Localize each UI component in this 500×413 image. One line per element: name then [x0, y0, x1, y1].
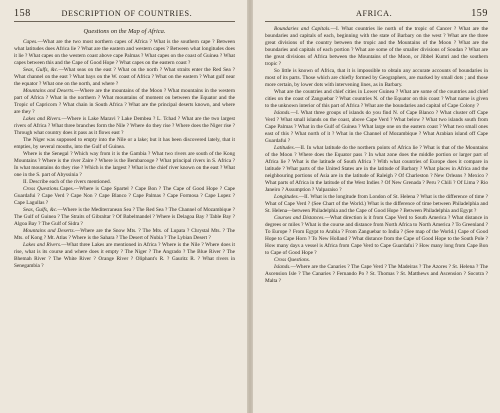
- paragraph-lead: Courses and Distances.: [274, 215, 325, 221]
- paragraph-text: —II. What is the longitude from London of St. Helena ? What is the difference of time ? What of Cape Verd ? (See Chart of the World.) What is the difference of time between Philadelphia and St. Helena—between Philadelphia and the Cape of Good Hope ? Between Philadelphia and Egypt ?: [265, 194, 488, 214]
- paragraph-lead: Lakes and Rivers.: [23, 116, 62, 122]
- paragraph-lead: Cross Questions.: [274, 257, 311, 263]
- right-page: [253, 0, 500, 413]
- right-running-head: [265, 8, 488, 22]
- paragraph: [265, 194, 488, 215]
- paragraph-text: —What seas on the east ? What on the north ? What straits enter the Red Sea ? What channel on the east ? What bays on the W. coast of Africa ? What on the eastern ? What gulf near the equator ? What one on the north, and where ?: [14, 67, 235, 87]
- left-page-body: [14, 39, 235, 270]
- paragraph-lead: Cross Questions.: [23, 186, 60, 192]
- paragraph: [265, 145, 488, 194]
- paragraph-lead: Seas, Gulfs, &c.: [23, 207, 58, 213]
- paragraph-text: —II. In what latitude do the northern points of Africa lie ? What is that of the Mountains of the Moon ? Where does the Equator pass ? In what zone does the middle portion or larger part of Africa lie ? What is the latitude of South Africa ? With what countries of Europe does it compare in latitude ? What parts of the United States are in the latitude of Barbary ? What places in Africa and the neighbouring portions of Asia are in the latitude of Raleigh ? Of Charleston ? New Orleans ? Mexico ? What parts of Africa in the latitude of the West Indies ? Of New Grenada ? Peru ? Chili ? Of Lima ? Rio Janeiro ? Assumption ? Valparaiso ?: [265, 145, 488, 193]
- paragraph: [14, 242, 235, 270]
- left-page-number: 158: [14, 8, 31, 19]
- paragraph: [14, 67, 235, 88]
- paragraph: [14, 228, 235, 242]
- paragraph-text: II. Describe each of the rivers mentioned.: [23, 179, 111, 185]
- right-page-body: [265, 26, 488, 285]
- paragraph-lead: Mountains and Deserts.: [23, 88, 75, 94]
- paragraph: [265, 89, 488, 110]
- paragraph: [265, 215, 488, 257]
- paragraph: [14, 39, 235, 67]
- right-running-title: AFRICA.: [355, 9, 393, 18]
- paragraph: [14, 207, 235, 228]
- paragraph-text: —What three Lakes are mentioned in Africa ? Where is the Nile ? Where does it rise, what is its course and where does it empty ? The Niger ? The Angrado ? The Blue River ? The Bhemah River ? The White River ? Orange River ? Oliphant's R. ? Gauritz R. ? What rivers in Senegambia ?: [14, 242, 235, 269]
- paragraph-lead: Seas, Gulfs, &c.: [23, 67, 59, 73]
- paragraph-lead: Longitudes.: [274, 194, 299, 200]
- paragraph-text: So little is known of Africa, that it is impossible to obtain any accurate accounts of boundaries in most of its parts. Those which are chiefly formed by Geographers, are marked by small dots ; and those more certain, by lower dots with intervening lines, as in Barbary.: [265, 68, 488, 88]
- paragraph-text: —Where are the Canaries ? The Cape Verd ? The Madeiras ? The Azores ? St. Helena ? The Ascension Isle ? The Canaries ? Fernando Po ? St. Thomas ? St. Matthews and Ascension ? Socotra ? Malta ?: [265, 264, 488, 284]
- paragraph-text: —Where is the Mediterranean Sea ? The Red Sea ? The Channel of Mozambique ? The Gulf of Guinea ? The Straits of Gibraltar ? Of Babelmandel ? Where is Delagoa Bay ? Table Bay ? Algoa Bay ? The Gulf of Sidra ?: [14, 207, 235, 227]
- paragraph-text: —Where are the mountains of the Moon ? What mountains in the western part of Africa ? What in the northern ? What mountains of moment on between the Equator and the Tropic of Capricorn ? What chain in South Africa ? What are the principal deserts known, and where are they ?: [14, 88, 235, 115]
- paragraph-text: —Where are the Snow Mts. ? The Mts. of Lupata ? Chrystal Mts. ? The Mts. of Kong ? Mt. Atlas ? Where is the Sahara ? The Desert of Nubia ? The Lybian Desert ?: [14, 228, 236, 241]
- paragraph-text: —What direction is it from Cape Verd to South America ? What distance in degrees or miles ? What is the course and distance from North Africa to North America ? To Greenland ? To Europe ? From Egypt to Arabia ? From Zanguebar to India ? (See map of the World.) Cape of Good Hope to Cape Horn ? To New Holland ? What distance from the Cape of Good Hope to the South Pole ? How many days a vessel is Africa from Cape Verd to Cape Guardafui ? How many long from Cape Bon to Cape of Good Hope ?: [265, 215, 488, 256]
- section-title: Questions on the Map of Africa.: [83, 28, 166, 35]
- paragraph: [265, 264, 488, 285]
- paragraph-text: The Niger was supposed to empty into the Nile or a lake; but it has been discovered lately, that it empties, by several mouths, into the Gulf of Guinea.: [14, 137, 235, 150]
- paragraph-text: What are the countries and chief cities in Lower Guinea ? What are some of the countries and chief cities on the coast of Zanguebar ? What countries N. of the Equator on this coast ? What name is given to the unknown interior of this part of Africa ? What are the boundaries and capital of Cape Colony ?: [265, 89, 488, 109]
- left-page: [0, 0, 247, 413]
- paragraph: [265, 110, 488, 145]
- paragraph: [265, 68, 488, 89]
- paragraph: [14, 137, 235, 151]
- paragraph-lead: Islands.: [274, 110, 291, 116]
- paragraph: [14, 151, 235, 179]
- paragraph-text: Where is the Senegal ? Which way from it is the Gambia ? What two rivers are south of the Kong Mountains ? Where is the river Zaire ? Where is the Bembarooge ? What principal rivers in S. Africa ? In what mountains do they rise ? Which is the largest ? What is the chief river known on the east ? What one in the S. part of Abyssinia ?: [14, 151, 235, 178]
- paragraph: [265, 257, 488, 264]
- paragraph-lead: Boundaries and Capitals.: [274, 26, 331, 32]
- paragraph: [14, 88, 235, 116]
- paragraph-text: —I. What three groups of islands do you find N. of Cape Blanco ? What cluster off Cape Verd ? What small islands on the coast, above Cape Verd ? What below ? What two islands south from Cape Palmas ? What in the Gulf of Guinea ? What large one on the eastern coast ? What two small ones east of this ? What north of it ? What in the Channel of Mozambique ? What Arabian island off Cape Guardafui ?: [265, 110, 488, 144]
- paragraph: [14, 179, 235, 186]
- paragraph: [14, 116, 235, 137]
- paragraph-lead: Mountains and Deserts.: [23, 228, 75, 234]
- paragraph-lead: Latitudes.: [274, 145, 296, 151]
- left-running-head: [14, 8, 235, 22]
- paragraph-lead: Islands.: [274, 264, 291, 270]
- right-page-number: 159: [471, 8, 488, 19]
- paragraph-lead: Capes.: [23, 39, 38, 45]
- paragraph-text: Capes.—Where is Cape Spartel ? Cape Bon ? The Cape of Good Hope ? Cape Guardafui ? Cape Verd ? Cape Non ? Cape Blanco ? Cape Palmas ? Cape Formosa ? Cape Lopez ? Cape Lagullas ?: [14, 186, 236, 206]
- paragraph-text: —Where is Lake Maravi ? Lake Dembea ? L. Tchad ? What are the two largest rivers of Africa ? What three branches form the Nile ? Where do they rise ? Where does the Niger rise ? Through what country does it pass as it flows east ?: [14, 116, 235, 136]
- paragraph-text: —I. What countries lie north of the tropic of Cancer ? What are the boundaries and capitals of each, beginning with the state of Barbary on the west ? What are the three great divisions of the country between the tropic and the Mountains of the Moon ? What are the boundaries and capitals of each portion ? What are some of the smaller divisions of Soudan ? What are the great divisions of Africa between the Mountains of the Moon, or Jibbel Kumri and the southern tropic ?: [265, 26, 488, 67]
- paragraph-lead: Lakes and Rivers.: [23, 242, 62, 248]
- paragraph: [14, 186, 235, 207]
- paragraph: [265, 26, 488, 68]
- paragraph-text: —What are the two most northern capes of Africa ? What is the southern cape ? Between what latitudes does Africa lie ? What are the eastern and western capes ? Between what longitudes does it lie ? What capes on the western coast above cape Palmas ? What capes on the coast of Guinea ? What capes between this and the Cape of Good Hope ? What capes on the eastern coast ?: [14, 39, 235, 66]
- left-running-title: DESCRIPTION OF COUNTRIES.: [61, 9, 193, 18]
